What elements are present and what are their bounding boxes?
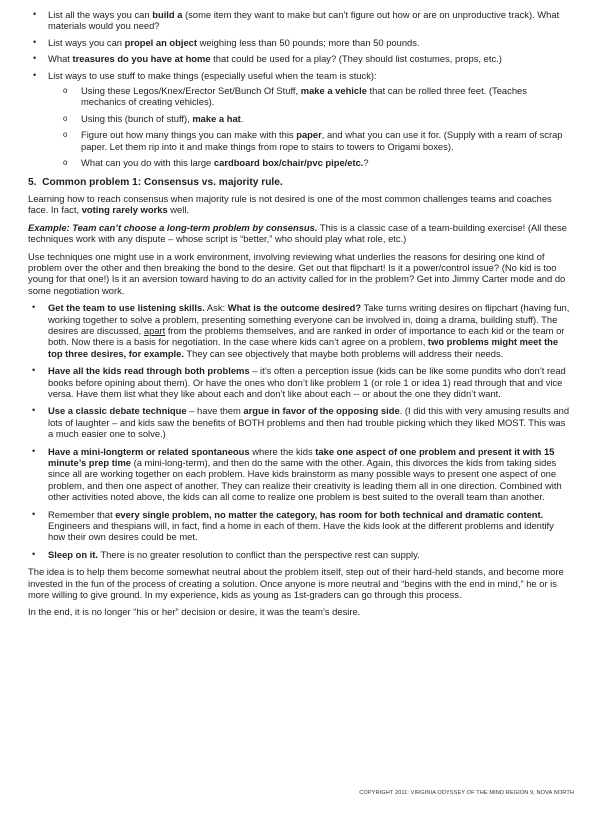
techniques-paragraph: Use techniques one might use in a work environment, involving reviewing what underlies the reasons for desiring one kind of problem over the other and then breaking the bond to the desire. Get out that flipchart! Is it a power/control issue? (No kid is too young for that one!) Is it an aversion toward having to do an activity called for in the problem? Get into Jimmy Carter mode and do some negotiation work. <box>28 250 566 296</box>
technique-list <box>28 302 572 560</box>
hollow-bullet-icon: o <box>63 130 68 140</box>
bullet-icon: • <box>32 445 36 456</box>
hollow-bullet-icon: o <box>63 86 68 96</box>
page-content <box>28 9 572 624</box>
copyright-footer: COPYRIGHT 2011: VIRGINIA ODYSSEY OF THE MIND REGION 9, NOVA NORTH <box>359 789 574 796</box>
example-title: Example: Team can’t choose a long-term problem by consensus. <box>28 221 318 233</box>
sub-list-item: o Using this (bunch of stuff), make a hat. <box>63 112 244 124</box>
bullet-icon: • <box>33 53 37 64</box>
bullet-icon: • <box>32 405 36 416</box>
technique-item: • Remember that every single problem, no matter the category, has room for both technical and dramatic content. Engineers and thespians will, in fact, find a home in each of them. Have the kids look at the different problems and identify how their own desires could be met. <box>32 508 554 543</box>
section-heading: 5. Common problem 1: Consensus vs. majority rule. <box>28 177 283 189</box>
list-item: • List ways to use stuff to make things (especially useful when the team is stuck): o Using these Legos/Knex/Erector Set/Bunch Of Stuff, make a vehicle that can be rolled three feet. (Teaches mechanics of creating vehicles). o Using this (bunch of stuff), make a hat. o Figure out how many things you can make with this paper, and what you can use it for. (Supply with a ream of scrap paper. Let them rip into it and make things from rope to stairs to towers to Origami boxes). o What can you do with this large cardboard box/chair/pvc pipe/etc.? <box>28 70 572 169</box>
hollow-bullet-icon: o <box>63 158 68 168</box>
technique-item: • Have a mini-longterm or related spontaneous where the kids take one aspect of one problem and present it with 15 minute’s prep time (a mini-long-term), and then do the same with the other. Again, this divorces the kids from taking sides since all are working together on each problem. Have kids brainstorm as many possible ways to present one aspect of one problem, and then one aspect of another. They can realize their creativity is leading them all in one direction. Combined with other activities noted above, the kids can all come to realize one problem is best suited to the overall team than another. <box>32 445 562 503</box>
list-item: • What treasures do you have at home that could be used for a play? (They should list costumes, props, etc.) <box>33 53 502 65</box>
sub-bullet-list <box>48 85 572 168</box>
list-item: • List all the ways you can build a (some item they want to make but can’t figure out how or are on unproductive track). What materials would you need? <box>33 9 560 32</box>
top-bullet-list <box>28 9 572 168</box>
closing-paragraph-1: The idea is to help them become somewhat neutral about the problem itself, step out of their hard-held stands, and become more invested in the fun of the process of creating a solution. Once anyone is more neutral and “begins with the end in mind,” he or is more willing to give ground. In my experience, kids as young as 1st-graders can go through this process. <box>28 566 564 601</box>
technique-item: • Use a classic debate technique – have them argue in favor of the opposing side. (I did this with very amusing results and lots of laughter – and kids saw the benefits of BOTH problems and then had trouble picking which they liked MOST. This was a much easier one to solve.) <box>32 405 570 440</box>
bullet-icon: • <box>32 548 36 559</box>
list-item: • List ways you can propel an object weighing less than 50 pounds; more than 50 pounds. <box>33 36 420 48</box>
technique-item: • Get the team to use listening skills. Ask: What is the outcome desired? Take turns writing desires on flipchart (having fun, working together to solve a problem, presenting something everyone can be involved in, doing a drama, building stuff). The desires are discussed, apart from the problems themselves, and are ranked in order of importance to each kid or the team or both. Now there is a basis for negotiation. In the case where kids can’t agree on a problem, two problems might meet the top three desires, for example. They can see objectively that maybe both problems will address their needs. <box>32 302 570 359</box>
intro-paragraph: Learning how to reach consensus when majority rule is not desired is one of the most common challenges teams and coaches face. In fact, voting rarely works well. <box>28 192 552 216</box>
sub-list-item: o Figure out how many things you can make with this paper, and what you can use it for. (Supply with a ream of scrap paper. Let them rip into it and make things from rope to stairs to towers to Origami boxes). <box>63 129 563 152</box>
bullet-icon: • <box>32 302 36 313</box>
example-paragraph: Example: Team can’t choose a long-term problem by consensus. This is a classic case of a team-building exercise! (All these techniques work with any dispute – whose script is “better,” who should play what role, etc.) <box>28 221 567 245</box>
sub-list-item: o Using these Legos/Knex/Erector Set/Bunch Of Stuff, make a vehicle that can be rolled three feet. (Teaches mechanics of creating vehicles). <box>63 85 527 108</box>
bullet-icon: • <box>33 69 37 80</box>
sub-list-item: o What can you do with this large cardboard box/chair/pvc pipe/etc.? <box>63 157 369 169</box>
technique-item: • Sleep on it. There is no greater resolution to conflict than the perspective rest can supply. <box>32 548 420 560</box>
bullet-icon: • <box>33 9 37 19</box>
bullet-icon: • <box>32 508 36 519</box>
bullet-icon: • <box>33 36 37 47</box>
closing-paragraph-2: In the end, it is no longer “his or her” decision or desire, it was the team’s desire. <box>28 606 361 618</box>
bullet-icon: • <box>32 365 36 376</box>
hollow-bullet-icon: o <box>63 113 68 123</box>
technique-item: • Have all the kids read through both problems – it’s often a perception issue (kids can be like some pundits who don’t read books before opining about them). Or have the ones who don’t like problem 1 (or role 1 or idea 1) read through that and vice versa. Have them list what they like about each and don’t like about each -- or about the one they didn’t want. <box>32 365 566 399</box>
